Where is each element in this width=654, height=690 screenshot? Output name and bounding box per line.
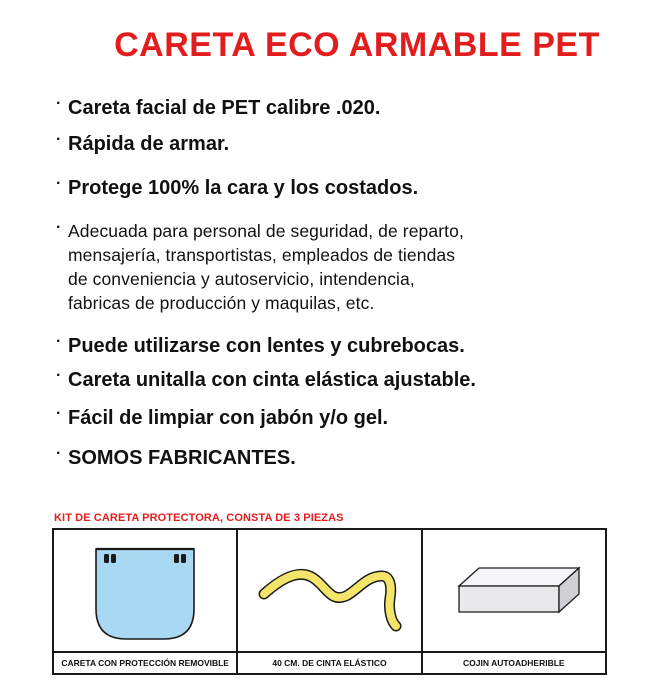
feature-item <box>56 445 636 471</box>
feature-list <box>56 95 636 471</box>
bullet-marker: · <box>56 219 62 236</box>
feature-item <box>56 333 636 367</box>
feature-text: Puede utilizarse con lentes y cubrebocas. <box>68 335 465 357</box>
feature-text: SOMOS FABRICANTES. <box>68 447 296 469</box>
foam-pad-icon <box>439 556 589 626</box>
feature-line: Adecuada para personal de seguridad, de reparto, <box>68 221 464 241</box>
kit-item-band <box>238 530 422 673</box>
feature-text: Careta facial de PET calibre .020. <box>68 97 381 119</box>
feature-item <box>56 405 636 445</box>
feature-text: Rápida de armar. <box>68 133 230 155</box>
bullet-marker: · <box>56 95 62 112</box>
bullet-marker: · <box>56 405 62 422</box>
feature-item <box>56 95 636 131</box>
kit-item-shield <box>54 530 238 673</box>
feature-item <box>56 367 636 405</box>
bullet-marker: · <box>56 131 62 148</box>
bullet-marker: · <box>56 333 62 350</box>
feature-line: fabricas de producción y maquilas, etc. <box>68 293 375 313</box>
page-title: CARETA ECO ARMABLE PET <box>114 26 600 64</box>
feature-item <box>56 131 636 175</box>
bullet-marker: · <box>56 445 62 462</box>
face-shield-icon <box>80 535 210 647</box>
kit-item-caption: CARETA CON PROTECCIÓN REMOVIBLE <box>54 651 236 673</box>
kit-heading: KIT DE CARETA PROTECTORA, CONSTA DE 3 PIEZAS <box>54 512 344 524</box>
feature-item <box>56 219 636 333</box>
feature-item <box>56 175 636 219</box>
bullet-marker: · <box>56 175 62 192</box>
kit-table <box>52 528 607 675</box>
kit-item-caption: COJIN AUTOADHERIBLE <box>423 651 605 673</box>
feature-text: Fácil de limpiar con jabón y/o gel. <box>68 407 389 429</box>
kit-item-caption: 40 CM. DE CINTA ELÁSTICO <box>238 651 420 673</box>
kit-item-pad <box>423 530 605 673</box>
feature-line: de conveniencia y autoservicio, intendencia, <box>68 269 415 289</box>
elastic-band-icon <box>254 546 404 636</box>
feature-line: mensajería, transportistas, empleados de tiendas <box>68 245 456 265</box>
feature-text <box>68 219 464 315</box>
feature-text: Careta unitalla con cinta elástica ajustable. <box>68 369 476 391</box>
bullet-marker: · <box>56 367 62 384</box>
feature-text: Protege 100% la cara y los costados. <box>68 177 419 199</box>
